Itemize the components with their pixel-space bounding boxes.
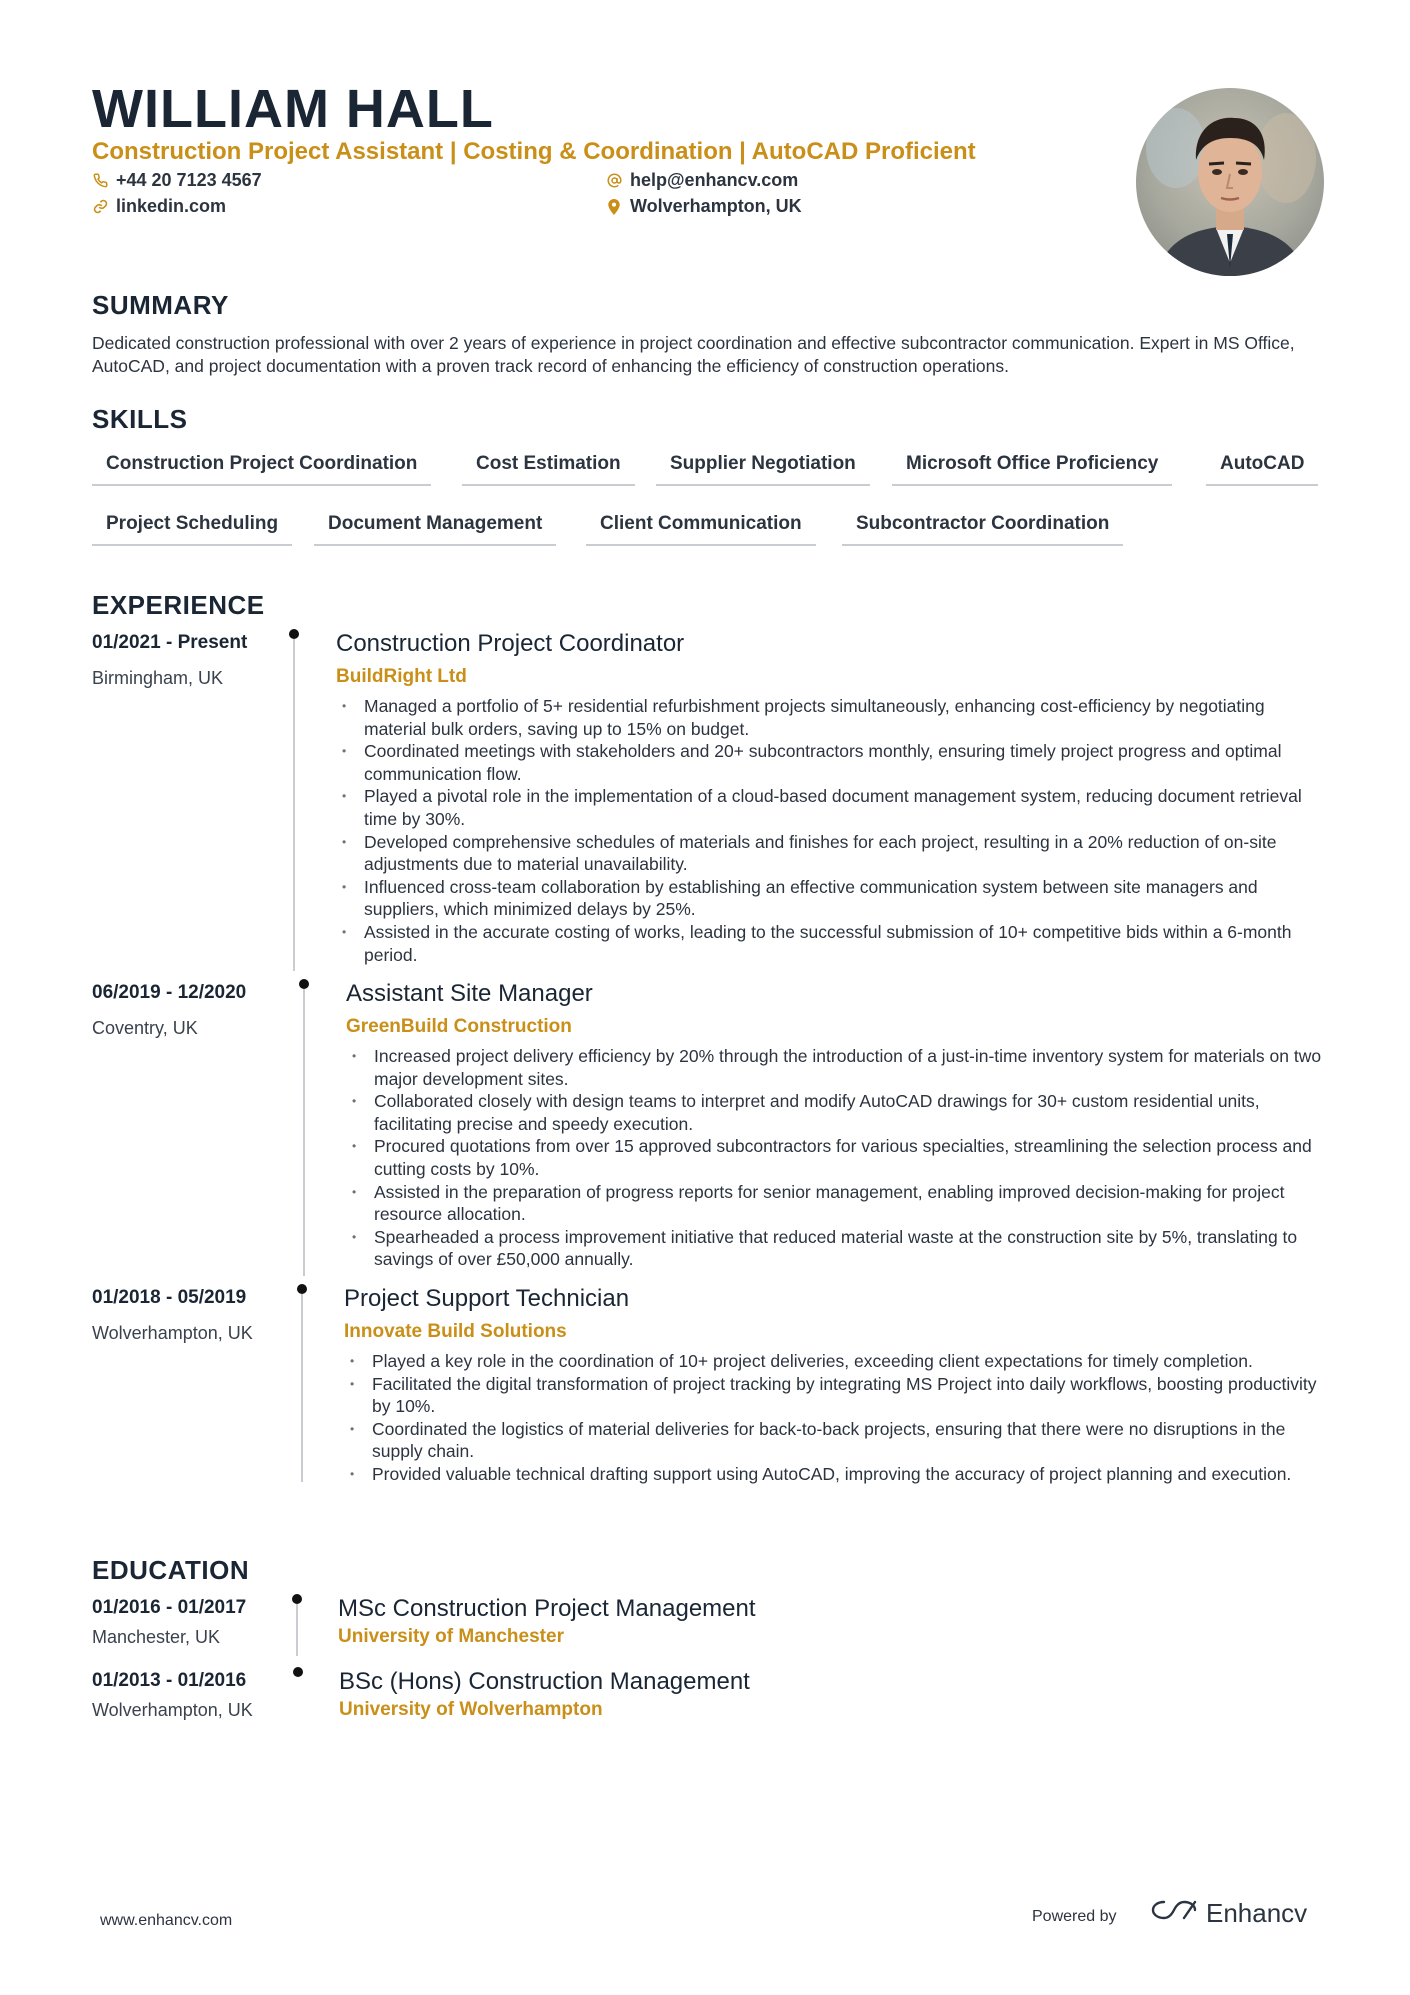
location-pin-icon: [606, 199, 622, 215]
phone-icon: [92, 173, 108, 189]
powered-by-label: Powered by: [1032, 1908, 1117, 1925]
job-bullet: • Assisted in the accurate costing of works, leading to the successful submission of 10+ competitive bids within a 6-month period.: [336, 921, 1331, 966]
edu-school: University of Manchester: [338, 1626, 564, 1647]
job-role: Project Support Technician: [344, 1285, 630, 1312]
skill-tag: Project Scheduling: [92, 506, 292, 546]
email-text[interactable]: help@enhancv.com: [630, 170, 799, 190]
timeline-dot: [299, 979, 309, 989]
contact-linkedin[interactable]: [92, 196, 226, 217]
edu-degree: BSc (Hons) Construction Management: [339, 1668, 750, 1695]
footer-url[interactable]: www.enhancv.com: [100, 1912, 233, 1929]
job-bullet: • Spearheaded a process improvement initiative that reduced material waste at the construction site by 5%, translating to savings of over £50,000 annually.: [346, 1226, 1331, 1271]
edu-degree: MSc Construction Project Management: [338, 1595, 756, 1622]
linkedin-text[interactable]: linkedin.com: [116, 196, 227, 216]
timeline-line: [303, 989, 305, 1276]
job-bullets: [336, 695, 1331, 966]
edu-location: Wolverhampton, UK: [92, 1700, 253, 1720]
job-role: Assistant Site Manager: [346, 980, 593, 1007]
job-location: Birmingham, UK: [92, 668, 224, 688]
edu-dates: 01/2016 - 01/2017: [92, 1597, 247, 1618]
timeline-line: [301, 1294, 303, 1482]
contact-email[interactable]: [606, 170, 798, 191]
skill-tag: Cost Estimation: [462, 446, 635, 486]
enhancv-logo-icon: [1150, 1898, 1198, 1929]
skill-tag: Supplier Negotiation: [656, 446, 870, 486]
job-bullet: • Procured quotations from over 15 approved subcontractors for various specialties, streamlining the selection process and cutting costs by 10%.: [346, 1135, 1331, 1180]
phone-text: +44 20 7123 4567: [116, 170, 262, 190]
job-bullets: [344, 1350, 1334, 1486]
skill-tag: Client Communication: [586, 506, 816, 546]
link-icon: [92, 199, 108, 215]
job-dates: 01/2021 - Present: [92, 632, 248, 653]
skill-tag: Microsoft Office Proficiency: [892, 446, 1172, 486]
job-bullet: • Provided valuable technical drafting support using AutoCAD, improving the accuracy of project planning and execution.: [344, 1463, 1334, 1486]
profile-photo: [1136, 88, 1324, 276]
contact-location: [606, 196, 802, 217]
job-dates: 01/2018 - 05/2019: [92, 1287, 247, 1308]
job-company: BuildRight Ltd: [336, 666, 467, 687]
experience-heading: EXPERIENCE: [92, 590, 265, 620]
brand-logo: [1150, 1898, 1307, 1929]
location-text: Wolverhampton, UK: [630, 196, 802, 216]
summary-text: Dedicated construction professional with over 2 years of experience in project coordination and effective subcontractor communication. Expert in MS Office, AutoCAD, and project documentation with a proven track record of enhancing the efficiency of construction operations.: [92, 333, 1295, 376]
job-location: Coventry, UK: [92, 1018, 198, 1038]
job-bullet: • Managed a portfolio of 5+ residential refurbishment projects simultaneously, enhancing cost-efficiency by negotiating material bulk orders, saving up to 15% on budget.: [336, 695, 1331, 740]
timeline-dot: [297, 1284, 307, 1294]
skill-tag: Document Management: [314, 506, 556, 546]
candidate-name: WILLIAM HALL: [92, 79, 494, 139]
job-bullet: • Played a key role in the coordination of 10+ project deliveries, exceeding client expectations for timely completion.: [344, 1350, 1334, 1373]
job-bullet: • Facilitated the digital transformation of project tracking by integrating MS Project into daily workflows, boosting productivity by 10%.: [344, 1373, 1334, 1418]
at-icon: [606, 173, 622, 189]
edu-school: University of Wolverhampton: [339, 1699, 603, 1720]
skill-tag: AutoCAD: [1206, 446, 1318, 486]
education-heading: EDUCATION: [92, 1555, 250, 1585]
job-bullet: • Coordinated the logistics of material deliveries for back-to-back projects, ensuring that there were no disruptions in the supply chain.: [344, 1418, 1334, 1463]
job-company: GreenBuild Construction: [346, 1016, 572, 1037]
timeline-dot: [293, 1667, 303, 1677]
timeline-line: [296, 1604, 298, 1656]
job-bullets: [346, 1045, 1331, 1271]
timeline-dot: [292, 1594, 302, 1604]
edu-location: Manchester, UK: [92, 1627, 221, 1647]
skills-heading: SKILLS: [92, 404, 188, 434]
job-bullet: • Increased project delivery efficiency by 20% through the introduction of a just-in-time inventory system for materials on two major development sites.: [346, 1045, 1331, 1090]
job-bullet: • Played a pivotal role in the implementation of a cloud-based document management system, reducing document retrieval time by 30%.: [336, 785, 1331, 830]
edu-dates: 01/2013 - 01/2016: [92, 1670, 247, 1691]
skill-tag: Subcontractor Coordination: [842, 506, 1123, 546]
timeline-dot: [289, 629, 299, 639]
job-bullet: • Assisted in the preparation of progress reports for senior management, enabling improved decision-making for project resource allocation.: [346, 1181, 1331, 1226]
job-dates: 06/2019 - 12/2020: [92, 982, 247, 1003]
job-location: Wolverhampton, UK: [92, 1323, 253, 1343]
contact-phone: [92, 170, 262, 191]
skill-tag: Construction Project Coordination: [92, 446, 431, 486]
job-company: Innovate Build Solutions: [344, 1321, 567, 1342]
timeline-line: [293, 639, 295, 971]
job-bullet: • Coordinated meetings with stakeholders and 20+ subcontractors monthly, ensuring timely project progress and optimal communication flow.: [336, 740, 1331, 785]
job-bullet: • Developed comprehensive schedules of materials and finishes for each project, resulting in a 20% reduction of on-site adjustments due to material unavailability.: [336, 831, 1331, 876]
job-bullet: • Influenced cross-team collaboration by establishing an effective communication system between site managers and suppliers, which minimized delays by 25%.: [336, 876, 1331, 921]
brand-name: Enhancv: [1206, 1898, 1308, 1928]
summary-heading: SUMMARY: [92, 290, 229, 320]
job-role: Construction Project Coordinator: [336, 630, 685, 657]
headline: Construction Project Assistant | Costing & Coordination | AutoCAD Proficient: [92, 138, 976, 165]
job-bullet: • Collaborated closely with design teams to interpret and modify AutoCAD drawings for 30+ custom residential units, facilitating precise and speedy execution.: [346, 1090, 1331, 1135]
